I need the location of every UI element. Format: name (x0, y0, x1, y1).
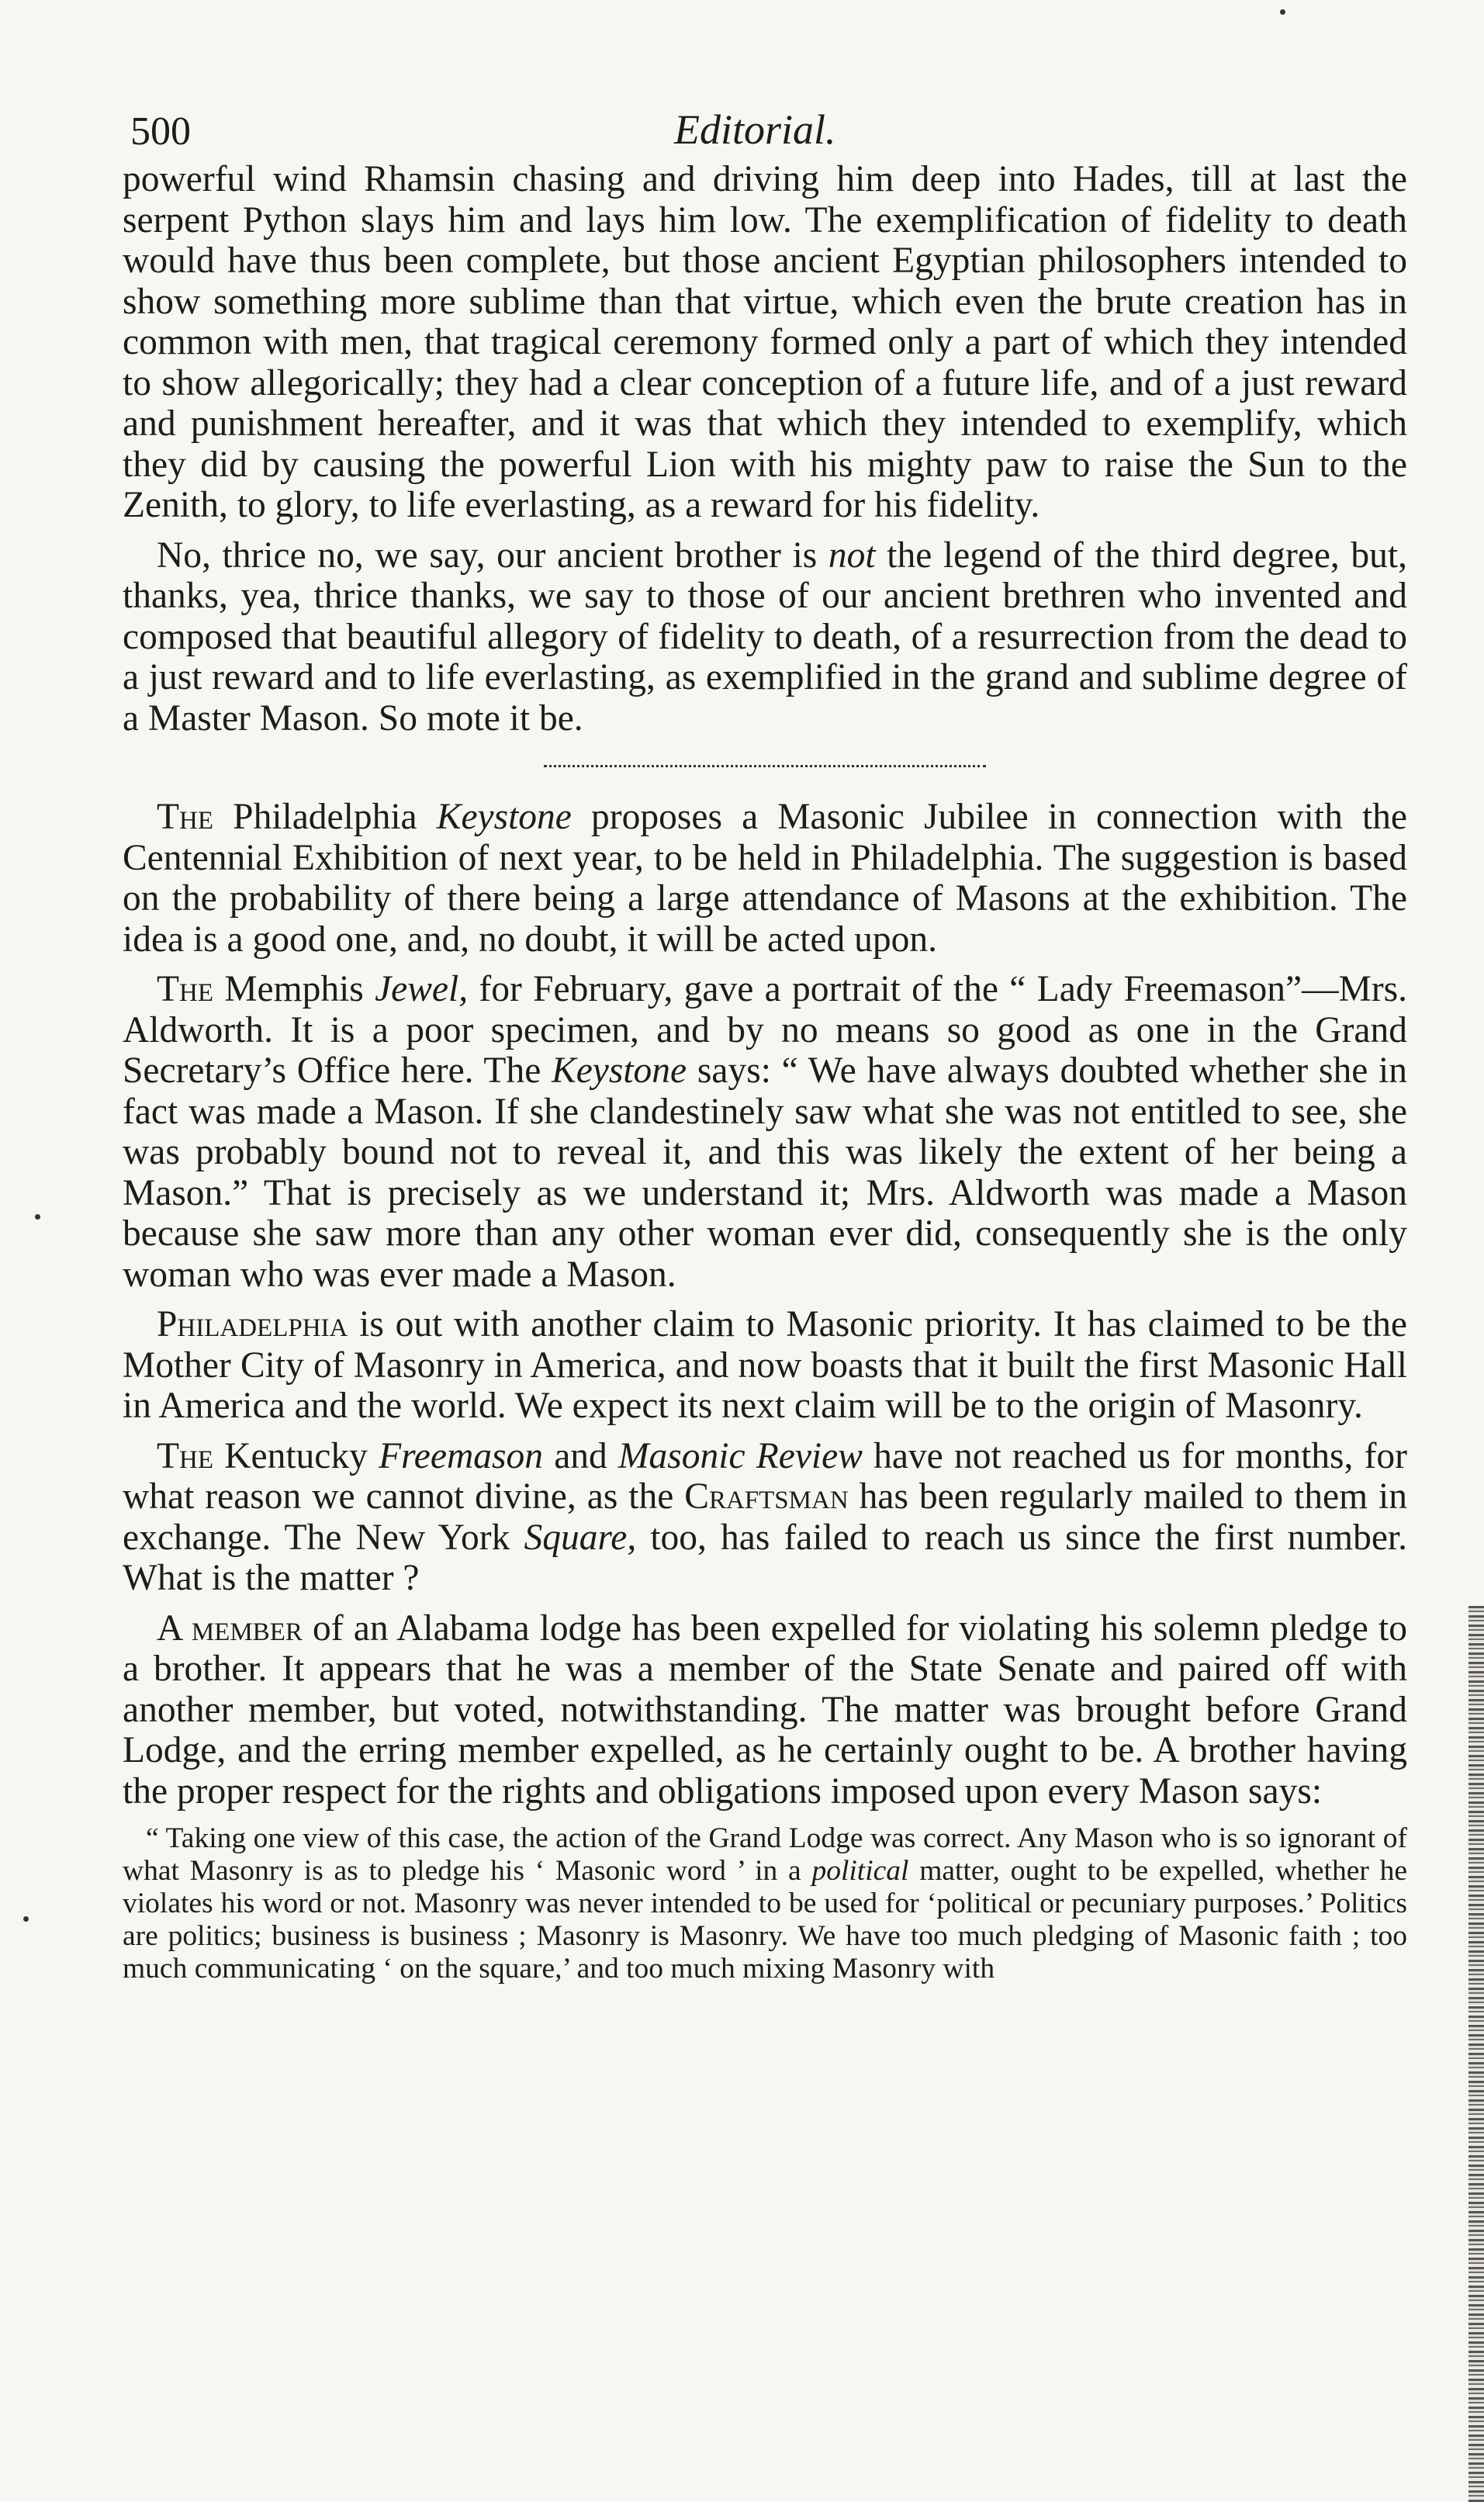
paragraph: powerful wind Rhamsin chasing and driving him deep into Hades, till at last the serpent Python slays him and lays him low. The exemplification of fidelity to death would have thus been complete, but those ancient Egyptian philosophers intended to show something more sublime than that virtue, which even the brute creation has in common with men, that tragical ceremony formed only a part of which they intended to show allegorically; they had a clear conception of a future life, and of a just reward and punishment hereafter, and it was that which they intended to exemplify, which they did by causing the powerful Lion with his mighty paw to raise the Sun to the Zenith, to glory, to life everlasting, as a reward for his fidelity. (123, 159, 1407, 525)
text-run: No, thrice no, we say, our ancient brother is (157, 535, 828, 576)
text-run: Kentucky (213, 1435, 379, 1476)
section-divider (544, 765, 986, 767)
small-caps-lead: The (157, 1435, 214, 1476)
emphasis: Masonic Review (617, 1435, 863, 1476)
paragraph (123, 535, 1407, 739)
emphasis: Keystone (552, 1050, 687, 1091)
emphasis: Keystone (436, 797, 572, 837)
emphasis: political (811, 1855, 909, 1887)
print-speck (23, 1916, 29, 1922)
text-run: matter, ought to be expelled, whether he violates his word or not. Masonry was never intended to be used for ‘political or pecuniary purposes.’ Politics are politics; business is business ; Masonry is Masonry. We have too much pledging of Masonic faith ; too much communicating ‘ on the square,’ and too much mixing Masonry with (123, 1855, 1407, 1985)
emphasis: Jewel, (375, 969, 469, 1009)
page-header (123, 85, 1407, 159)
emphasis: Freemason (379, 1435, 544, 1476)
text-run: “ Taking one view of this case, the action of the Grand Lodge was correct. Any Mason who is so ignorant of what Masonry is as to pledge his ‘ Masonic word ’ in a (123, 1822, 1407, 1887)
text-run: Philadelphia (213, 797, 437, 837)
article-continuation (123, 159, 1407, 739)
book-page (123, 85, 1407, 1985)
text-run: too, has failed to reach us since the first number. What is the matter ? (123, 1517, 1407, 1598)
text-run: is out with another claim to Masonic priority. It has claimed to be the Mother City of Masonry in America, and now boasts that it built the first Masonic Hall in America and the world. We expect its next claim will be to the origin of Masonry. (123, 1304, 1407, 1426)
page-edge-binding (1468, 1606, 1484, 2502)
editorial-notes (123, 797, 1407, 1985)
print-speck (35, 1214, 40, 1220)
running-title: Editorial. (674, 106, 836, 153)
text-run: has been regularly mailed to them in exchange. The New York (123, 1476, 1407, 1558)
text-run: of an Alabama lodge has been expelled for violating his solemn pledge to a brother. It appears that he was a member of the State Senate and paired off with another member, but voted, notwithstanding. The matter was brought before Grand Lodge, and the erring member expelled, as he certainly ought to be. A brother having the proper respect for the rights and obligations imposed upon every Mason says: (123, 1607, 1407, 1812)
text-run: and (543, 1435, 618, 1476)
note-keystone-jubilee (123, 797, 1407, 960)
text-run: have not reached us for months, for what reason we cannot divine, as the (123, 1435, 1407, 1517)
text-run: the legend of the third degree, but, thanks, yea, thrice thanks, we say to those of our ancient brethren who invented and composed that beautiful allegory of fidelity to death, of a resurrection from the dead to a just reward and to life everlasting, as exemplified in the grand and sublime degree of a Master Mason. So mote it be. (123, 535, 1408, 739)
print-speck (1280, 9, 1285, 15)
small-caps-lead: A member (157, 1607, 303, 1649)
small-caps-lead: Philadelphia (157, 1304, 348, 1344)
small-caps-lead: The (157, 969, 214, 1009)
text-run: for February, gave a portrait of the “ Lady Freemason”—Mrs. Aldworth. It is a poor specimen, and by no means so good as one in the Grand Secretary’s Office here. The (123, 969, 1407, 1091)
text-run: Memphis (213, 969, 375, 1009)
block-quote (123, 1822, 1407, 1985)
emphasis: not (828, 535, 876, 576)
note-alabama-lodge (123, 1608, 1407, 1812)
note-philadelphia-priority (123, 1304, 1407, 1427)
note-kentucky-freemason (123, 1436, 1407, 1599)
small-caps-word: Craftsman (684, 1476, 849, 1517)
text-run: says: “ We have always doubted whether she in fact was made a Mason. If she clandestinely saw what she was not entitled to see, she was probably bound not to reveal it, and this was likely the extent of her being a Mason.” That is precisely as we understand it; Mrs. Aldworth was made a Mason because she saw more than any other woman ever did, consequently she is the only woman who was ever made a Mason. (123, 1050, 1408, 1295)
emphasis: Square, (524, 1517, 637, 1558)
page-number: 500 (130, 109, 191, 154)
small-caps-lead: The (157, 797, 214, 837)
note-memphis-jewel (123, 969, 1407, 1295)
text-run: proposes a Masonic Jubilee in connection with the Centennial Exhibition of next year, to be held in Philadelphia. The suggestion is based on the probability of there being a large attendance of Masons at the exhibition. The idea is a good one, and, no doubt, it will be acted upon. (123, 797, 1407, 960)
